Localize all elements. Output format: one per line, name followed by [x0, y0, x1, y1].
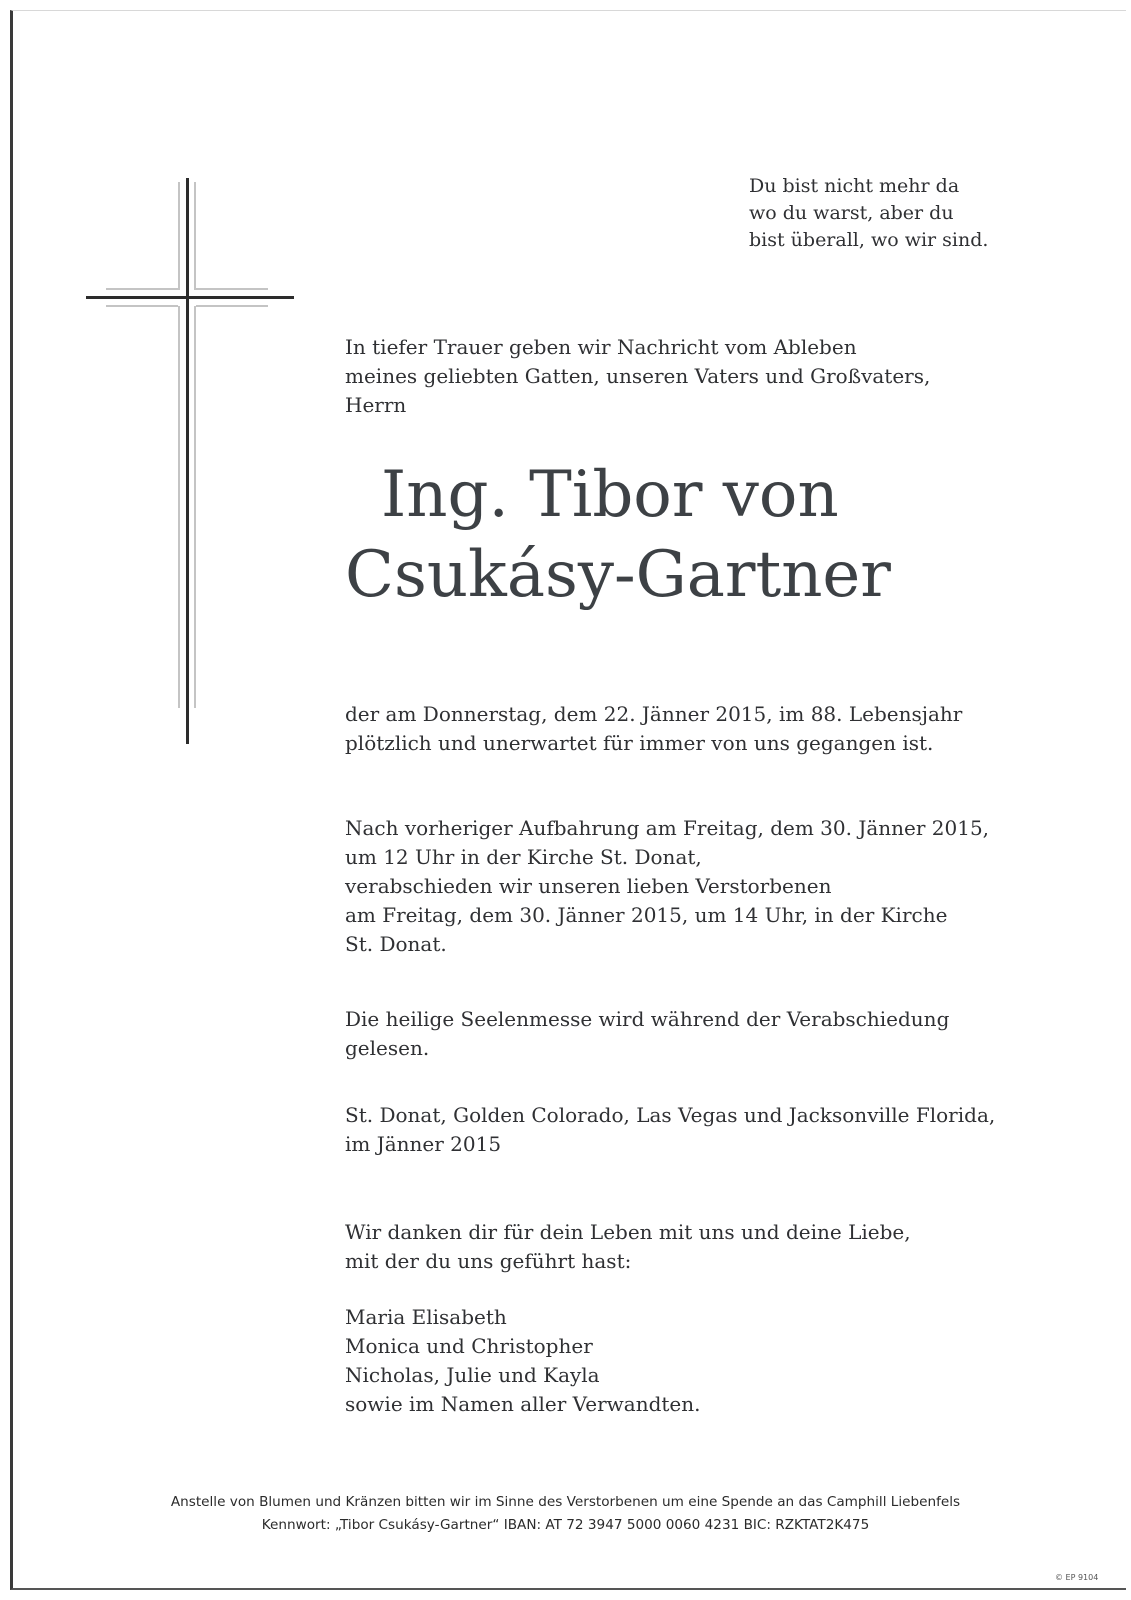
mass-paragraph — [345, 1005, 949, 1063]
places-line: im Jänner 2015 — [345, 1132, 502, 1156]
mourner-entry: sowie im Namen aller Verwandten. — [345, 1392, 701, 1416]
death-notice-paragraph — [345, 700, 962, 758]
deceased-name — [345, 455, 891, 615]
intro-paragraph — [345, 333, 930, 420]
print-code: © EP 9104 — [1055, 1573, 1099, 1582]
deceased-name-line-1: Ing. Tibor von — [381, 458, 839, 532]
death-notice-line: der am Donnerstag, dem 22. Jänner 2015, im 88. Lebensjahr — [345, 702, 963, 726]
donation-request: Anstelle von Blumen und Kränzen bitten wir im Sinne des Verstorbenen um eine Spende an das Camphill Liebenfels — [170, 1494, 961, 1510]
mass-line: Die heilige Seelenmesse wird während der Verabschiedung — [345, 1007, 950, 1031]
mourner-entry: Maria Elisabeth — [345, 1305, 507, 1329]
places-line: St. Donat, Golden Colorado, Las Vegas und Jacksonville Florida, — [345, 1103, 996, 1127]
thanks-line: Wir danken dir für dein Leben mit uns und deine Liebe, — [345, 1220, 911, 1244]
deceased-name-line-2: Csukásy-Gartner — [345, 538, 891, 612]
donation-bank-details: Kennwort: „Tibor Csukásy-Gartner“ IBAN: AT 72 3947 5000 0060 4231 BIC: RZKTAT2K475 — [261, 1517, 870, 1533]
intro-line: meines geliebten Gatten, unseren Vaters und Großvaters, — [345, 364, 931, 388]
funeral-paragraph — [345, 814, 989, 959]
intro-line: In tiefer Trauer geben wir Nachricht vom Ableben — [345, 335, 857, 359]
motto-line: wo du warst, aber du — [749, 202, 954, 224]
funeral-line: am Freitag, dem 30. Jänner 2015, um 14 Uhr, in der Kirche — [345, 903, 948, 927]
funeral-line: um 12 Uhr in der Kirche St. Donat, — [345, 845, 702, 869]
thanks-line: mit der du uns geführt hast: — [345, 1249, 632, 1273]
intro-line: Herrn — [345, 393, 407, 417]
motto-verse — [749, 173, 988, 254]
death-notice-line: plötzlich und unerwartet für immer von uns gegangen ist. — [345, 731, 934, 755]
mourners-list — [345, 1303, 701, 1419]
mass-line: gelesen. — [345, 1036, 430, 1060]
cross-icon — [82, 178, 298, 744]
mourner-entry: Monica und Christopher — [345, 1334, 593, 1358]
funeral-line: St. Donat. — [345, 932, 447, 956]
places-paragraph — [345, 1101, 995, 1159]
motto-line: bist überall, wo wir sind. — [749, 229, 989, 251]
funeral-line: verabschieden wir unseren lieben Verstorbenen — [345, 874, 832, 898]
donation-footer — [0, 1491, 1131, 1537]
funeral-line: Nach vorheriger Aufbahrung am Freitag, dem 30. Jänner 2015, — [345, 816, 990, 840]
thanks-paragraph — [345, 1218, 911, 1276]
mourner-entry: Nicholas, Julie und Kayla — [345, 1363, 600, 1387]
motto-line: Du bist nicht mehr da — [749, 175, 960, 197]
